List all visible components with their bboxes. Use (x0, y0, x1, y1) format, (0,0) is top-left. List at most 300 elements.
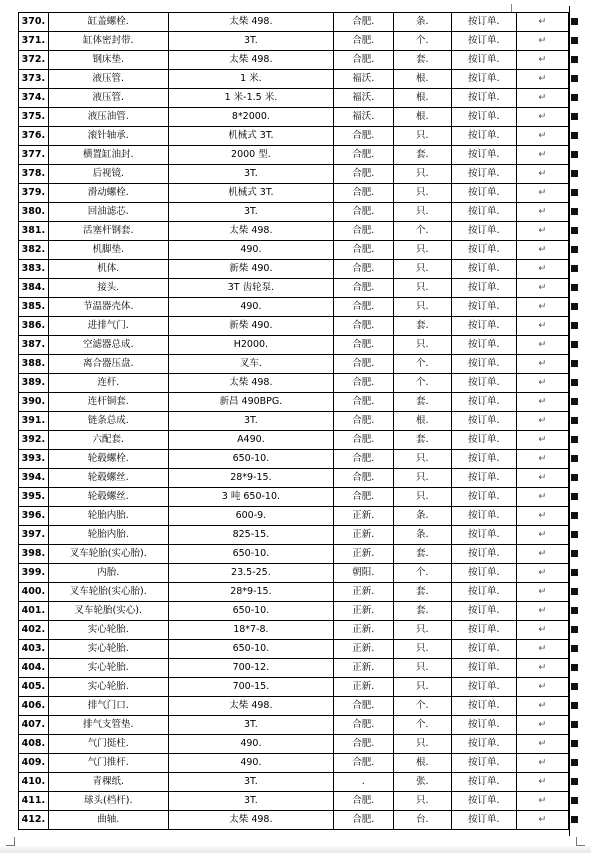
paragraph-return-icon: ↵ (538, 149, 547, 160)
table-row (19, 412, 569, 431)
origin-cell: 合肥. (334, 431, 394, 450)
table-row (19, 108, 569, 127)
part-spec-cell: 3 吨 650-10. (168, 488, 333, 507)
part-name-cell: 球头(档杆). (48, 792, 168, 811)
paragraph-return-icon: ↵ (538, 358, 547, 369)
end-of-row-marker (571, 797, 578, 804)
end-of-row-marker (571, 759, 578, 766)
part-name-cell: 叉车轮胎(实心). (48, 602, 168, 621)
part-name-cell: 轮胎内胎. (48, 526, 168, 545)
unit-cell: 只. (393, 659, 451, 678)
order-note-cell: 按订单. (451, 336, 516, 355)
table-row (19, 507, 569, 526)
origin-cell: 正新. (334, 659, 394, 678)
end-of-row-marker (571, 626, 578, 633)
end-of-row-marker (571, 436, 578, 443)
order-note-cell: 按订单. (451, 602, 516, 621)
row-end-mark (516, 792, 568, 811)
part-name-cell: 连杆铜套. (48, 393, 168, 412)
origin-cell: 正新. (334, 583, 394, 602)
row-end-mark (516, 412, 568, 431)
row-number-cell: 392. (19, 431, 49, 450)
end-of-row-marker (571, 151, 578, 158)
part-spec-cell: 太柴 498. (168, 697, 333, 716)
end-of-row-marker (571, 740, 578, 747)
origin-cell: 合肥. (334, 355, 394, 374)
part-name-cell: 液压管. (48, 89, 168, 108)
part-name-cell: 横置缸油封. (48, 146, 168, 165)
end-of-row-marker (571, 683, 578, 690)
part-spec-cell: 28*9-15. (168, 469, 333, 488)
paragraph-return-icon: ↵ (538, 510, 547, 521)
origin-cell: 合肥. (334, 165, 394, 184)
table-row (19, 241, 569, 260)
row-number-cell: 407. (19, 716, 49, 735)
unit-cell: 根. (393, 70, 451, 89)
unit-cell: 只. (393, 450, 451, 469)
part-name-cell: 轮胎内胎. (48, 507, 168, 526)
row-number-cell: 378. (19, 165, 49, 184)
end-of-row-marker (571, 189, 578, 196)
paragraph-return-icon: ↵ (538, 491, 547, 502)
part-name-cell: 六配套. (48, 431, 168, 450)
table-row (19, 564, 569, 583)
table-row (19, 583, 569, 602)
part-name-cell: 实心轮胎. (48, 659, 168, 678)
part-name-cell: 钢床垫. (48, 51, 168, 70)
parts-table-body (19, 13, 569, 830)
table-row (19, 773, 569, 792)
row-end-mark (516, 13, 568, 32)
part-spec-cell: A490. (168, 431, 333, 450)
row-number-cell: 386. (19, 317, 49, 336)
unit-cell: 只. (393, 678, 451, 697)
order-note-cell: 按订单. (451, 127, 516, 146)
table-row (19, 393, 569, 412)
origin-cell: 合肥. (334, 469, 394, 488)
table-row (19, 621, 569, 640)
part-name-cell: 机体. (48, 260, 168, 279)
row-number-cell: 391. (19, 412, 49, 431)
row-number-cell: 412. (19, 811, 49, 830)
part-spec-cell: 叉车. (168, 355, 333, 374)
origin-cell: 正新. (334, 640, 394, 659)
order-note-cell: 按订单. (451, 735, 516, 754)
part-name-cell: 活塞杆钢套. (48, 222, 168, 241)
end-of-row-marker (571, 816, 578, 823)
row-number-cell: 411. (19, 792, 49, 811)
paragraph-return-icon: ↵ (538, 415, 547, 426)
unit-cell: 套. (393, 393, 451, 412)
unit-cell: 个. (393, 222, 451, 241)
row-number-cell: 404. (19, 659, 49, 678)
part-spec-cell: 8*2000. (168, 108, 333, 127)
unit-cell: 套. (393, 431, 451, 450)
end-of-row-marker (571, 702, 578, 709)
paragraph-return-icon: ↵ (538, 719, 547, 730)
end-of-row-marker (571, 360, 578, 367)
order-note-cell: 按订单. (451, 260, 516, 279)
row-end-mark (516, 279, 568, 298)
paragraph-return-icon: ↵ (538, 567, 547, 578)
paragraph-return-icon: ↵ (538, 320, 547, 331)
row-end-mark (516, 678, 568, 697)
paragraph-return-icon: ↵ (538, 206, 547, 217)
row-number-cell: 370. (19, 13, 49, 32)
paragraph-return-icon: ↵ (538, 586, 547, 597)
order-note-cell: 按订单. (451, 374, 516, 393)
part-name-cell: 缸体密封带. (48, 32, 168, 51)
unit-cell: 只. (393, 735, 451, 754)
unit-cell: 只. (393, 260, 451, 279)
unit-cell: 个. (393, 716, 451, 735)
unit-cell: 个. (393, 564, 451, 583)
origin-cell: 正新. (334, 678, 394, 697)
paragraph-return-icon: ↵ (538, 263, 547, 274)
unit-cell: 只. (393, 127, 451, 146)
table-row (19, 659, 569, 678)
part-name-cell: 节温器壳体. (48, 298, 168, 317)
part-name-cell: 气门挺柱. (48, 735, 168, 754)
part-spec-cell: 18*7-8. (168, 621, 333, 640)
table-row (19, 70, 569, 89)
order-note-cell: 按订单. (451, 469, 516, 488)
unit-cell: 套. (393, 545, 451, 564)
table-row (19, 32, 569, 51)
paragraph-return-icon: ↵ (538, 396, 547, 407)
unit-cell: 只. (393, 640, 451, 659)
origin-cell: 合肥. (334, 13, 394, 32)
row-number-cell: 375. (19, 108, 49, 127)
order-note-cell: 按订单. (451, 678, 516, 697)
row-number-cell: 403. (19, 640, 49, 659)
part-name-cell: 机脚垫. (48, 241, 168, 260)
row-number-cell: 374. (19, 89, 49, 108)
unit-cell: 套. (393, 146, 451, 165)
part-name-cell: 叉车轮胎(实心胎). (48, 545, 168, 564)
origin-cell: 合肥. (334, 488, 394, 507)
table-row (19, 51, 569, 70)
end-of-row-marker (571, 721, 578, 728)
part-spec-cell: 3T. (168, 165, 333, 184)
row-end-mark (516, 203, 568, 222)
row-number-cell: 390. (19, 393, 49, 412)
row-number-cell: 399. (19, 564, 49, 583)
row-end-mark (516, 317, 568, 336)
paragraph-return-icon: ↵ (538, 776, 547, 787)
row-number-cell: 376. (19, 127, 49, 146)
row-number-cell: 387. (19, 336, 49, 355)
origin-cell: 合肥. (334, 184, 394, 203)
origin-cell: 合肥. (334, 735, 394, 754)
end-of-row-marker (571, 474, 578, 481)
part-name-cell: 后视镜. (48, 165, 168, 184)
table-row (19, 602, 569, 621)
paragraph-return-icon: ↵ (538, 168, 547, 179)
end-of-row-marker (571, 132, 578, 139)
part-spec-cell: 太柴 498. (168, 374, 333, 393)
order-note-cell: 按订单. (451, 393, 516, 412)
row-end-mark (516, 431, 568, 450)
row-number-cell: 381. (19, 222, 49, 241)
row-end-mark (516, 545, 568, 564)
row-number-cell: 410. (19, 773, 49, 792)
row-number-cell: 380. (19, 203, 49, 222)
origin-cell: 合肥. (334, 298, 394, 317)
row-number-cell: 398. (19, 545, 49, 564)
table-row (19, 488, 569, 507)
page-bottom-shadow (0, 845, 591, 853)
row-number-cell: 383. (19, 260, 49, 279)
end-of-row-marker (571, 170, 578, 177)
part-spec-cell: 1 米-1.5 米. (168, 89, 333, 108)
part-spec-cell: H2000. (168, 336, 333, 355)
unit-cell: 条. (393, 526, 451, 545)
order-note-cell: 按订单. (451, 203, 516, 222)
part-spec-cell: 新柴 490. (168, 260, 333, 279)
paragraph-return-icon: ↵ (538, 529, 547, 540)
order-note-cell: 按订单. (451, 488, 516, 507)
row-number-cell: 389. (19, 374, 49, 393)
part-spec-cell: 太柴 498. (168, 13, 333, 32)
row-end-mark (516, 488, 568, 507)
end-of-row-marker (571, 607, 578, 614)
part-spec-cell: 650-10. (168, 640, 333, 659)
row-end-mark (516, 450, 568, 469)
origin-cell: 合肥. (334, 374, 394, 393)
row-end-mark (516, 716, 568, 735)
part-spec-cell: 1 米. (168, 70, 333, 89)
paragraph-return-icon: ↵ (538, 643, 547, 654)
unit-cell: 只. (393, 488, 451, 507)
paragraph-return-icon: ↵ (538, 624, 547, 635)
order-note-cell: 按订单. (451, 184, 516, 203)
part-spec-cell: 3T 齿轮泵. (168, 279, 333, 298)
order-note-cell: 按订单. (451, 640, 516, 659)
row-number-cell: 373. (19, 70, 49, 89)
order-note-cell: 按订单. (451, 792, 516, 811)
order-note-cell: 按订单. (451, 32, 516, 51)
end-of-row-marker (571, 531, 578, 538)
part-name-cell: 轮毂螺丝. (48, 469, 168, 488)
row-number-cell: 379. (19, 184, 49, 203)
origin-cell: 合肥. (334, 51, 394, 70)
order-note-cell: 按订单. (451, 431, 516, 450)
row-end-mark (516, 222, 568, 241)
order-note-cell: 按订单. (451, 13, 516, 32)
part-spec-cell: 650-10. (168, 602, 333, 621)
row-number-cell: 393. (19, 450, 49, 469)
paragraph-return-icon: ↵ (538, 301, 547, 312)
part-name-cell: 连杆. (48, 374, 168, 393)
table-right-edge (569, 6, 570, 836)
row-number-cell: 385. (19, 298, 49, 317)
origin-cell: 合肥. (334, 697, 394, 716)
order-note-cell: 按订单. (451, 317, 516, 336)
end-of-row-marker (571, 778, 578, 785)
order-note-cell: 按订单. (451, 621, 516, 640)
paragraph-return-icon: ↵ (538, 377, 547, 388)
paragraph-return-icon: ↵ (538, 54, 547, 65)
paragraph-return-icon: ↵ (538, 700, 547, 711)
part-spec-cell: 490. (168, 241, 333, 260)
end-of-row-marker (571, 379, 578, 386)
order-note-cell: 按订单. (451, 583, 516, 602)
unit-cell: 根. (393, 754, 451, 773)
part-name-cell: 液压油管. (48, 108, 168, 127)
paragraph-return-icon: ↵ (538, 472, 547, 483)
origin-cell: 合肥. (334, 127, 394, 146)
part-name-cell: 实心轮胎. (48, 640, 168, 659)
end-of-row-marker (571, 208, 578, 215)
row-end-mark (516, 507, 568, 526)
row-number-cell: 401. (19, 602, 49, 621)
paragraph-return-icon: ↵ (538, 757, 547, 768)
row-end-mark (516, 32, 568, 51)
order-note-cell: 按订单. (451, 241, 516, 260)
row-number-cell: 405. (19, 678, 49, 697)
row-end-mark (516, 811, 568, 830)
order-note-cell: 按订单. (451, 222, 516, 241)
origin-cell: 朝阳. (334, 564, 394, 583)
order-note-cell: 按订单. (451, 450, 516, 469)
row-end-mark (516, 393, 568, 412)
row-end-mark (516, 640, 568, 659)
unit-cell: 张. (393, 773, 451, 792)
row-number-cell: 372. (19, 51, 49, 70)
row-end-mark (516, 165, 568, 184)
part-name-cell: 轮毂螺栓. (48, 450, 168, 469)
part-spec-cell: 2000 型. (168, 146, 333, 165)
table-row (19, 222, 569, 241)
order-note-cell: 按订单. (451, 89, 516, 108)
part-spec-cell: 3T. (168, 412, 333, 431)
table-row (19, 716, 569, 735)
paragraph-return-icon: ↵ (538, 548, 547, 559)
origin-cell: 合肥. (334, 317, 394, 336)
paragraph-return-icon: ↵ (538, 453, 547, 464)
order-note-cell: 按订单. (451, 659, 516, 678)
unit-cell: 只. (393, 279, 451, 298)
row-number-cell: 402. (19, 621, 49, 640)
origin-cell: 福沃. (334, 108, 394, 127)
row-end-mark (516, 659, 568, 678)
part-spec-cell: 新昌 490BPG. (168, 393, 333, 412)
end-of-row-marker (571, 265, 578, 272)
part-name-cell: 滚针轴承. (48, 127, 168, 146)
end-of-row-marker (571, 94, 578, 101)
table-row (19, 165, 569, 184)
origin-cell: 合肥. (334, 393, 394, 412)
table-row (19, 146, 569, 165)
paragraph-return-icon: ↵ (538, 795, 547, 806)
unit-cell: 套. (393, 602, 451, 621)
end-of-row-marker (571, 455, 578, 462)
table-row (19, 317, 569, 336)
row-number-cell: 382. (19, 241, 49, 260)
table-row (19, 526, 569, 545)
row-number-cell: 377. (19, 146, 49, 165)
paragraph-return-icon: ↵ (538, 16, 547, 27)
table-row (19, 336, 569, 355)
row-end-mark (516, 51, 568, 70)
unit-cell: 只. (393, 203, 451, 222)
row-number-cell: 371. (19, 32, 49, 51)
part-name-cell: 排气门口. (48, 697, 168, 716)
paragraph-return-icon: ↵ (538, 111, 547, 122)
end-of-row-marker (571, 588, 578, 595)
part-name-cell: 离合器压盘. (48, 355, 168, 374)
part-spec-cell: 机械式 3T. (168, 184, 333, 203)
table-row (19, 545, 569, 564)
part-spec-cell: 太柴 498. (168, 811, 333, 830)
paragraph-return-icon: ↵ (538, 605, 547, 616)
part-spec-cell: 700-12. (168, 659, 333, 678)
end-of-row-marker (571, 493, 578, 500)
unit-cell: 只. (393, 469, 451, 488)
unit-cell: 条. (393, 507, 451, 526)
part-spec-cell: 650-10. (168, 545, 333, 564)
end-of-row-marker (571, 18, 578, 25)
part-spec-cell: 28*9-15. (168, 583, 333, 602)
row-end-mark (516, 374, 568, 393)
row-number-cell: 388. (19, 355, 49, 374)
row-end-mark (516, 298, 568, 317)
order-note-cell: 按订单. (451, 507, 516, 526)
end-of-row-marker (571, 645, 578, 652)
unit-cell: 只. (393, 621, 451, 640)
part-spec-cell: 23.5-25. (168, 564, 333, 583)
row-end-mark (516, 564, 568, 583)
row-end-mark (516, 526, 568, 545)
parts-table (18, 12, 569, 830)
table-row (19, 792, 569, 811)
row-number-cell: 394. (19, 469, 49, 488)
unit-cell: 只. (393, 336, 451, 355)
origin-cell: 正新. (334, 621, 394, 640)
order-note-cell: 按订单. (451, 545, 516, 564)
origin-cell: . (334, 773, 394, 792)
order-note-cell: 按订单. (451, 754, 516, 773)
origin-cell: 合肥. (334, 811, 394, 830)
row-end-mark (516, 241, 568, 260)
origin-cell: 合肥. (334, 716, 394, 735)
end-of-row-marker (571, 341, 578, 348)
origin-cell: 正新. (334, 545, 394, 564)
row-end-mark (516, 127, 568, 146)
part-spec-cell: 3T. (168, 773, 333, 792)
unit-cell: 个. (393, 697, 451, 716)
part-spec-cell: 3T. (168, 32, 333, 51)
table-row (19, 260, 569, 279)
paragraph-return-icon: ↵ (538, 244, 547, 255)
end-of-row-marker (571, 284, 578, 291)
end-of-row-marker (571, 322, 578, 329)
table-row (19, 697, 569, 716)
part-name-cell: 轮毂螺丝. (48, 488, 168, 507)
order-note-cell: 按订单. (451, 773, 516, 792)
row-number-cell: 397. (19, 526, 49, 545)
table-row (19, 754, 569, 773)
margin-corner-left (6, 837, 15, 846)
ruler-tick (511, 4, 512, 12)
unit-cell: 个. (393, 374, 451, 393)
paragraph-return-icon: ↵ (538, 339, 547, 350)
part-spec-cell: 3T. (168, 792, 333, 811)
paragraph-return-icon: ↵ (538, 35, 547, 46)
row-end-mark (516, 336, 568, 355)
end-of-row-marker (571, 569, 578, 576)
